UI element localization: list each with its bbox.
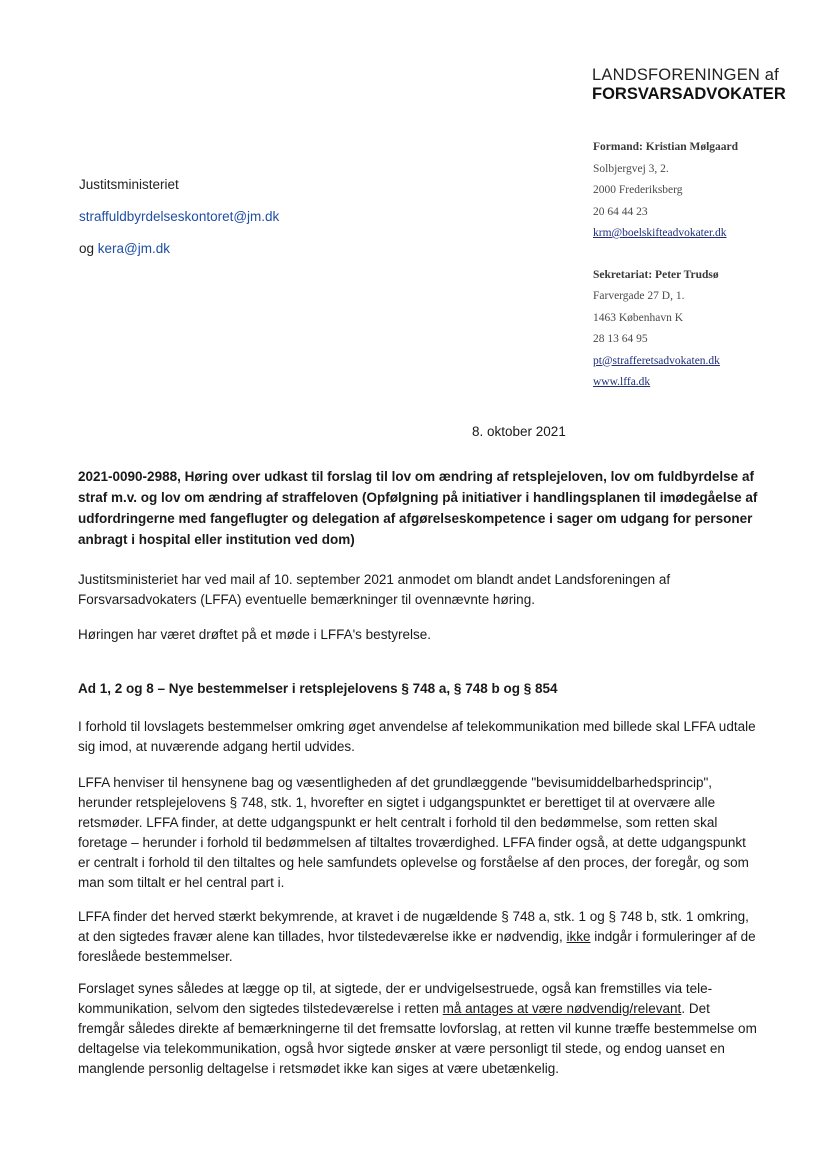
recipient-email-link-2[interactable]: kera@jm.dk bbox=[97, 241, 171, 256]
chair-street: Solbjergvej 3, 2. bbox=[593, 162, 669, 175]
secretariat-street: Farvergade 27 D, 1. bbox=[593, 290, 685, 302]
chair-phone: 20 64 44 23 bbox=[593, 205, 648, 218]
paragraph-6-text-b: . Det fremgår således direkte af bemærkningerne til det fremsatte lovforslag, at retten vil kunne træffe bestemmelse om deltagelse via telekommunikation, også hvor sigtede ønsker at være personligt til stede, og endog uanset en manglende personlig deltagelse i retsmødet ikke kan siges at være ubetænkelig. bbox=[78, 1001, 757, 1076]
recipient-email-link-1[interactable]: straffuldbyrdelseskontoret@jm.dk bbox=[79, 209, 280, 224]
paragraph-5-text-b: indgår i formuleringer af de foreslåede bestemmelser. bbox=[78, 929, 756, 964]
paragraph-2: Høringen har været drøftet på et møde i LFFA's bestyrelse. bbox=[78, 627, 431, 642]
paragraph-4: LFFA henviser til hensynene bag og væsentligheden af det grundlæggende "bevisumiddelbarhedsprincip", herunder retsplejelovens § 748, stk. 1, hvorefter en sigtet i udgangspunktet er berettiget til at overvære alle retsmøder. LFFA finder, at dette udgangspunkt er helt centralt i forhold til den bedømmelse, som retten skal foretage – herunder i forhold til bedømmelsen af tiltaltes troværdighed. LFFA finder også, at dette udgangspunkt er centralt i forhold til den tiltaltes og hele samfundets oplevelse og forståelse af den proces, der foregår, og som man som tiltalt er hel central part i. bbox=[78, 775, 749, 890]
recipient-name: Justitsministeriet bbox=[79, 177, 179, 192]
paragraph-5-text-a: LFFA finder det herved stærkt bekymrende, at kravet i de nugældende § 748 a, stk. 1 og § 748 b, stk. 1 omkring, at den sigtedes fravær alene kan tillades, hvor tilstedeværelse ikke er nødvendig, bbox=[78, 909, 749, 944]
letter-subject: 2021-0090-2988, Høring over udkast til forslag til lov om ændring af retsplejeloven, lov om fuldbyrdelse af straf m.v. og lov om ændring af straffeloven (Opfølgning på initiativer i handlingsplanen til imødegåelse af udfordringerne med fangeflugter og delegation af afgørelseskompetence i sager om udgang for personer anbragt i hospital eller institution ved dom) bbox=[78, 469, 758, 547]
paragraph-6-text-a: Forslaget synes således at lægge op til, at sigtede, der er undvigelsestruede, også kan fremstilles via telekommunikation, selvom den sigtedes tilstedeværelse i retten bbox=[78, 981, 713, 1016]
chair-label: Formand: Kristian Mølgaard bbox=[593, 141, 739, 153]
logo-line-1: LANDSFORENINGEN af bbox=[592, 66, 779, 84]
letter-date: 8. oktober 2021 bbox=[472, 424, 566, 439]
paragraph-3: I forhold til lovslagets bestemmelser omkring øget anvendelse af telekommunikation med billede skal LFFA udtale sig imod, at nuværende adgang hertil udvides. bbox=[78, 719, 756, 754]
sender-block bbox=[593, 137, 738, 394]
recipient-block bbox=[79, 174, 279, 270]
paragraph-5 bbox=[78, 907, 758, 967]
logo-line-2: FORSVARSADVOKATER bbox=[592, 85, 786, 103]
organization-logo bbox=[592, 66, 786, 104]
secretariat-city: 1463 København K bbox=[593, 311, 684, 324]
secretariat-email-link[interactable]: pt@strafferetsadvokaten.dk bbox=[593, 354, 720, 367]
secretariat-label: Sekretariat: Peter Trudsø bbox=[593, 268, 719, 281]
paragraph-6-emphasis: må antages at være nødvendig/relevant bbox=[442, 1001, 682, 1016]
section-heading: Ad 1, 2 og 8 – Nye bestemmelser i retsplejelovens § 748 a, § 748 b og § 854 bbox=[78, 681, 558, 696]
paragraph-1: Justitsministeriet har ved mail af 10. september 2021 anmodet om blandt andet Landsforeningen af Forsvarsadvokaters (LFFA) eventuelle bemærkninger til ovennævnte høring. bbox=[78, 572, 671, 607]
paragraph-6 bbox=[78, 979, 758, 1079]
chair-city: 2000 Frederiksberg bbox=[593, 184, 683, 196]
recipient-og: og bbox=[79, 241, 95, 256]
secretariat-phone: 28 13 64 95 bbox=[593, 333, 648, 345]
chair-email-link[interactable]: krm@boelskifteadvokater.dk bbox=[593, 227, 727, 239]
paragraph-5-emphasis: ikke bbox=[566, 929, 591, 944]
website-link[interactable]: www.lffa.dk bbox=[593, 376, 651, 388]
